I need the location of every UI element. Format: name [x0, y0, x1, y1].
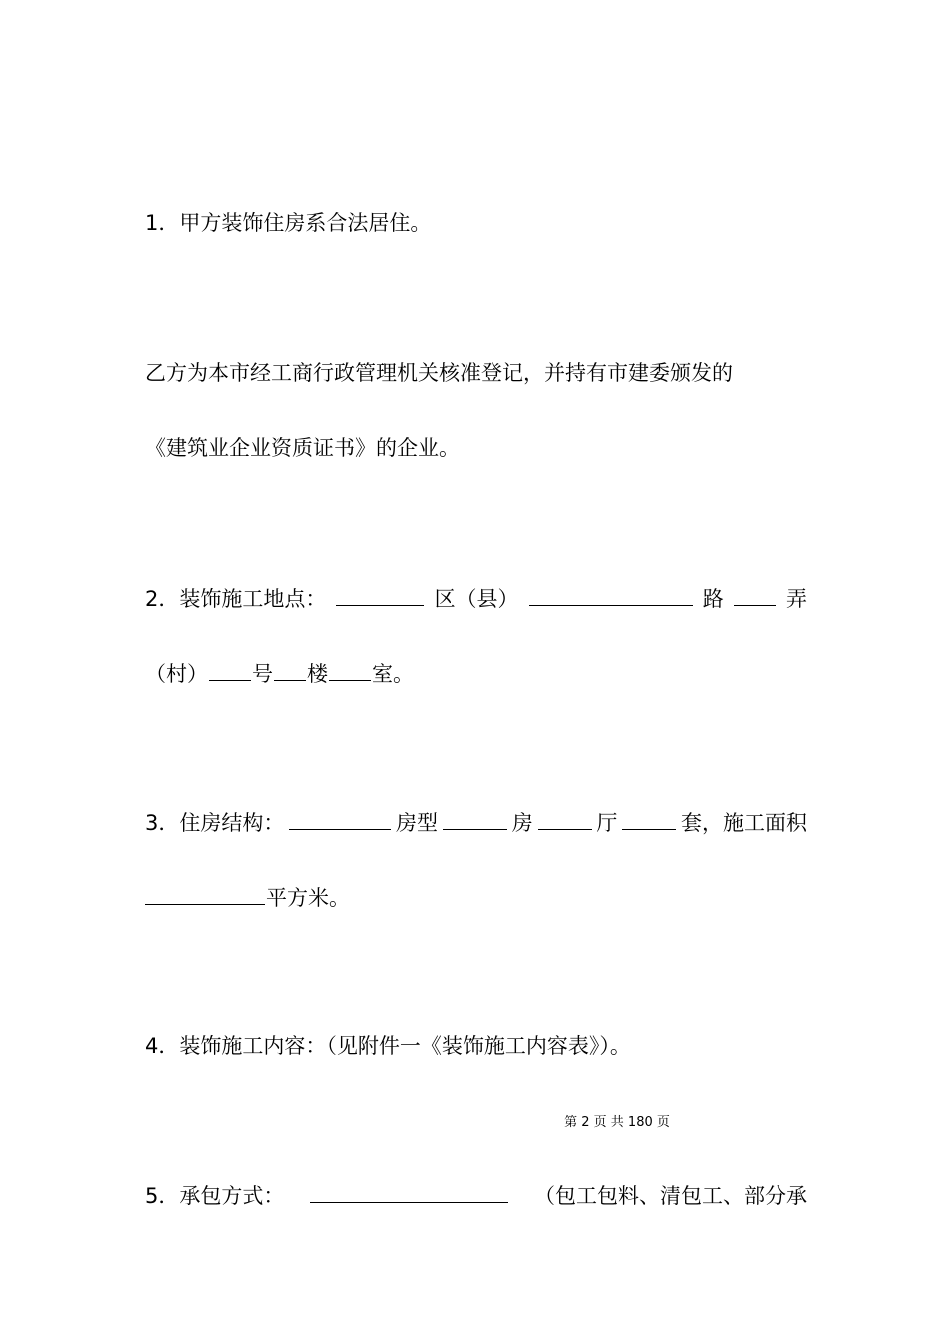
- party-b-description-line-2: 《建筑业企业资质证书》的企业。: [145, 436, 460, 460]
- page-footer: [0, 1113, 950, 1133]
- district-label: 区（县）: [434, 587, 519, 611]
- clause-3-line-1: [145, 807, 807, 838]
- room-blank[interactable]: [329, 658, 371, 681]
- area-unit-label: 平方米。: [266, 886, 350, 910]
- rooms-label: 房: [511, 811, 533, 835]
- clause-1-paragraph-line-1: [145, 358, 807, 388]
- district-blank[interactable]: [336, 583, 424, 606]
- room-type-label: 房型: [396, 811, 439, 835]
- number-blank[interactable]: [209, 658, 251, 681]
- road-label: 路: [702, 587, 724, 611]
- clause-2-label: 2．装饰施工地点：: [145, 587, 327, 611]
- clause-1-text: 1．甲方装饰住房系合法居住。: [145, 211, 432, 235]
- halls-blank[interactable]: [538, 807, 592, 830]
- rooms-blank[interactable]: [443, 807, 507, 830]
- village-label: （村）: [145, 662, 208, 686]
- clause-3-label: 3．住房结构：: [145, 811, 285, 835]
- room-label: 室。: [372, 662, 414, 686]
- area-blank[interactable]: [145, 882, 265, 905]
- contract-method-options: （包工包料、清包工、部分承: [534, 1184, 807, 1208]
- party-b-description-line-1: 乙方为本市经工商行政管理机关核准登记，并持有市建委颁发的: [145, 361, 733, 385]
- clause-4-line: [145, 1031, 807, 1061]
- lane-blank[interactable]: [734, 583, 776, 606]
- building-label: 楼: [307, 662, 328, 686]
- clause-1-line: [145, 208, 807, 238]
- sets-label: 套，施工面积: [681, 811, 807, 835]
- contract-method-blank[interactable]: [310, 1180, 508, 1203]
- clause-3-line-2: [145, 882, 807, 913]
- lane-label: 弄: [785, 587, 807, 611]
- sets-blank[interactable]: [622, 807, 676, 830]
- halls-label: 厅: [596, 811, 618, 835]
- clause-5-label: 5．承包方式：: [145, 1184, 285, 1208]
- clause-2-line-1: [145, 583, 807, 614]
- clause-2-line-2: [145, 658, 807, 689]
- clause-1-paragraph-line-2: [145, 433, 807, 463]
- road-blank[interactable]: [529, 583, 693, 606]
- page-number: 第 2 页 共 180 页: [564, 1115, 670, 1130]
- clause-5-line: [145, 1180, 807, 1211]
- structure-blank[interactable]: [289, 807, 391, 830]
- clause-4-text: 4．装饰施工内容：（见附件一《装饰施工内容表》）。: [145, 1034, 631, 1058]
- number-label: 号: [252, 662, 273, 686]
- building-blank[interactable]: [274, 658, 306, 681]
